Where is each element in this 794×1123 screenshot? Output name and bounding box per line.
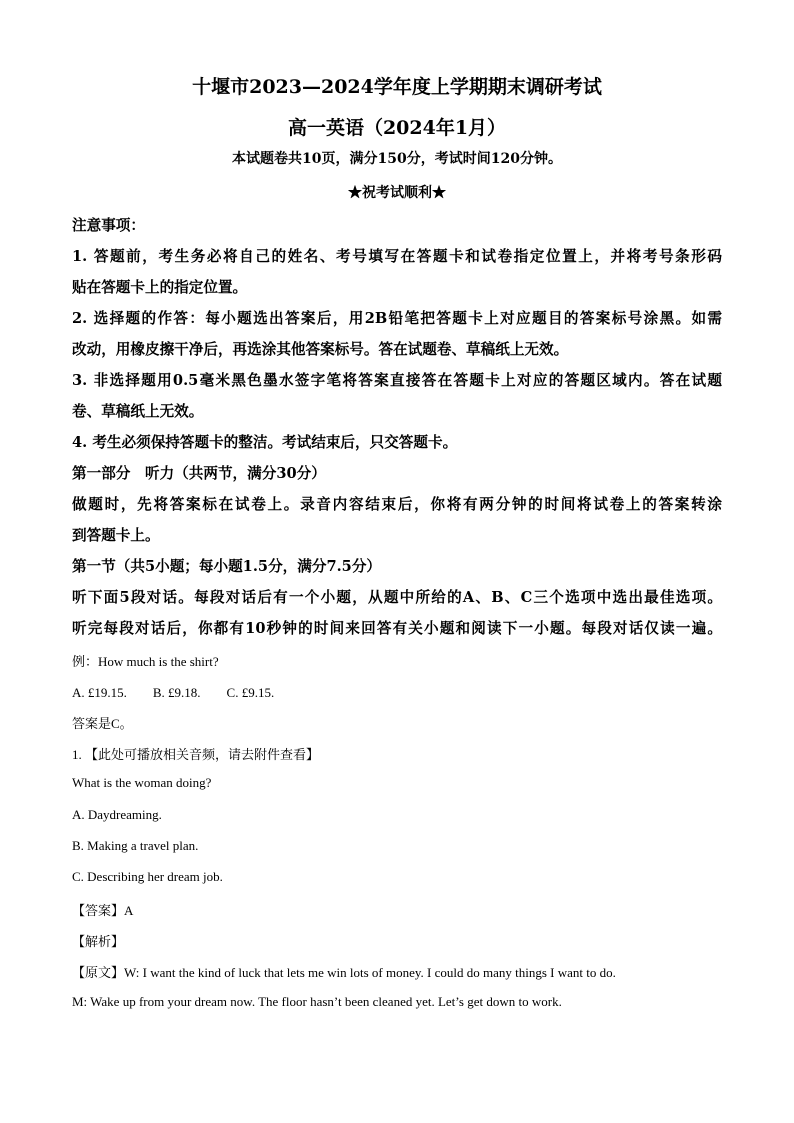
q1-script-line-2: M: Wake up from your dream now. The floor hasn’t been cleaned yet. Let’s get down to work. bbox=[72, 994, 562, 1009]
example-options: A. £19.15. B. £9.18. C. £9.15. bbox=[72, 685, 275, 700]
answer-label: 【答案】 bbox=[72, 903, 125, 918]
example-question: 例：How much is the shirt? bbox=[72, 654, 219, 669]
exam-info: 本试题卷共10页，满分150分，考试时间120分钟。 bbox=[232, 151, 562, 167]
section1-instruction-line-2: 听完每段对话后，你都有10秒钟的时间来回答有关小题和阅读下一小题。每段对话仅读一遍。 bbox=[72, 620, 722, 637]
exam-subtitle: 高一英语（2024年1月） bbox=[287, 117, 507, 139]
part1-heading: 第一部分 听力（共两节，满分30分） bbox=[72, 465, 326, 482]
q1-script-line-1 bbox=[72, 962, 616, 981]
q1-answer bbox=[72, 900, 133, 919]
part1-instruction-line-2: 到答题卡上。 bbox=[72, 527, 160, 544]
exam-blessing: ★祝考试顺利★ bbox=[348, 185, 446, 201]
notice-item-2-line-1: 2. 选择题的作答：每小题选出答案后，用2B铅笔把答题卡上对应题目的答案标号涂黑。如需 bbox=[72, 310, 722, 327]
notice-item-1-line-1: 1. 答题前，考生务必将自己的姓名、考号填写在答题卡和试卷指定位置上，并将考号条形码 bbox=[72, 248, 722, 265]
q1-option-a: A. Daydreaming. bbox=[72, 807, 162, 822]
q1-option-b: B. Making a travel plan. bbox=[72, 838, 199, 853]
notice-item-2-line-2: 改动，用橡皮擦干净后，再选涂其他答案标号。答在试题卷、草稿纸上无效。 bbox=[72, 341, 569, 358]
script-label: 【原文】 bbox=[72, 965, 125, 980]
q1-analysis-label: 【解析】 bbox=[72, 934, 125, 949]
script-text-1: W: I want the kind of luck that lets me win lots of money. I could do many things I want to do. bbox=[124, 965, 616, 980]
section1-instruction-line-1: 听下面5段对话。每段对话后有一个小题，从题中所给的A、B、C三个选项中选出最佳选项。 bbox=[72, 589, 722, 606]
notice-item-3-line-1: 3. 非选择题用0.5毫米黑色墨水签字笔将答案直接答在答题卡上对应的答题区域内。答在试题 bbox=[72, 372, 722, 389]
example-answer: 答案是C。 bbox=[72, 716, 133, 731]
notice-item-1-line-2: 贴在答题卡上的指定位置。 bbox=[72, 279, 248, 296]
notice-heading: 注意事项： bbox=[72, 217, 145, 234]
notice-item-4: 4. 考生必须保持答题卡的整洁。考试结束后，只交答题卡。 bbox=[72, 434, 458, 451]
q1-audio-note: 1. 【此处可播放相关音频，请去附件查看】 bbox=[72, 747, 320, 762]
q1-question: What is the woman doing? bbox=[72, 775, 212, 790]
notice-item-3-line-2: 卷、草稿纸上无效。 bbox=[72, 403, 204, 420]
part1-instruction-line-1: 做题时，先将答案标在试卷上。录音内容结束后，你将有两分钟的时间将试卷上的答案转涂 bbox=[72, 496, 722, 513]
q1-option-c: C. Describing her dream job. bbox=[72, 869, 223, 884]
answer-value: A bbox=[124, 903, 134, 918]
exam-title: 十堰市2023—2024学年度上学期期末调研考试 bbox=[192, 76, 602, 98]
section1-heading: 第一节（共5小题；每小题1.5分，满分7.5分） bbox=[72, 558, 382, 575]
